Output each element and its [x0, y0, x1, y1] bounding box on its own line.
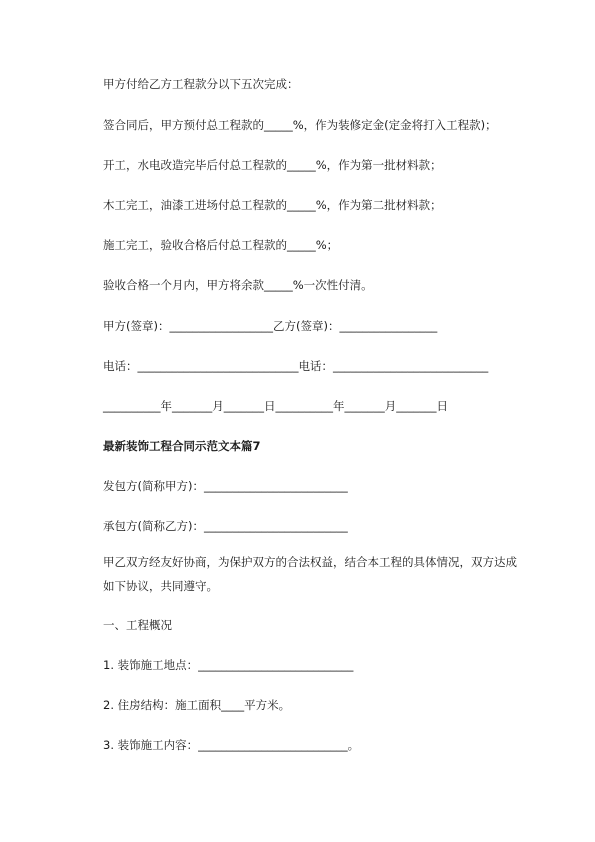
- payment-intro: 甲方付给乙方工程款分以下五次完成：: [103, 77, 299, 91]
- section-title: 最新装饰工程合同示范文本篇7: [103, 439, 261, 453]
- overview-item-structure: 2. 住房结构：施工面积____平方米。: [103, 698, 291, 712]
- date-line: __________年_______月_______日__________年_______月_______日: [103, 399, 448, 413]
- party-b-line: 承包方(简称乙方)：_________________________: [103, 519, 348, 533]
- party-a-line: 发包方(简称甲方)：_________________________: [103, 479, 348, 493]
- signature-line: 甲方(签章)：__________________乙方(签章)：_________________: [103, 319, 438, 333]
- payment-term-5: 验收合格一个月内，甲方将余款_____%一次性付清。: [103, 278, 373, 292]
- payment-term-1: 签合同后，甲方预付总工程款的_____%，作为装修定金(定金将打入工程款)；: [103, 118, 497, 132]
- overview-item-location: 1. 装饰施工地点：___________________________: [103, 658, 354, 672]
- payment-term-2: 开工，水电改造完毕后付总工程款的_____%，作为第一批材料款；: [103, 158, 442, 172]
- overview-item-content: 3. 装饰施工内容：__________________________。: [103, 738, 360, 752]
- overview-heading: 一、工程概况: [103, 618, 172, 632]
- phone-line: 电话：____________________________电话：___________________________: [103, 359, 489, 373]
- payment-term-4: 施工完工，验收合格后付总工程款的_____%；: [103, 238, 339, 252]
- payment-term-3: 木工完工，油漆工进场付总工程款的_____%，作为第二批材料款；: [103, 198, 442, 212]
- intro-paragraph: 甲乙双方经友好协商，为保护双方的合法权益，结合本工程的具体情况，双方达成如下协议，共同遵守。: [103, 555, 517, 593]
